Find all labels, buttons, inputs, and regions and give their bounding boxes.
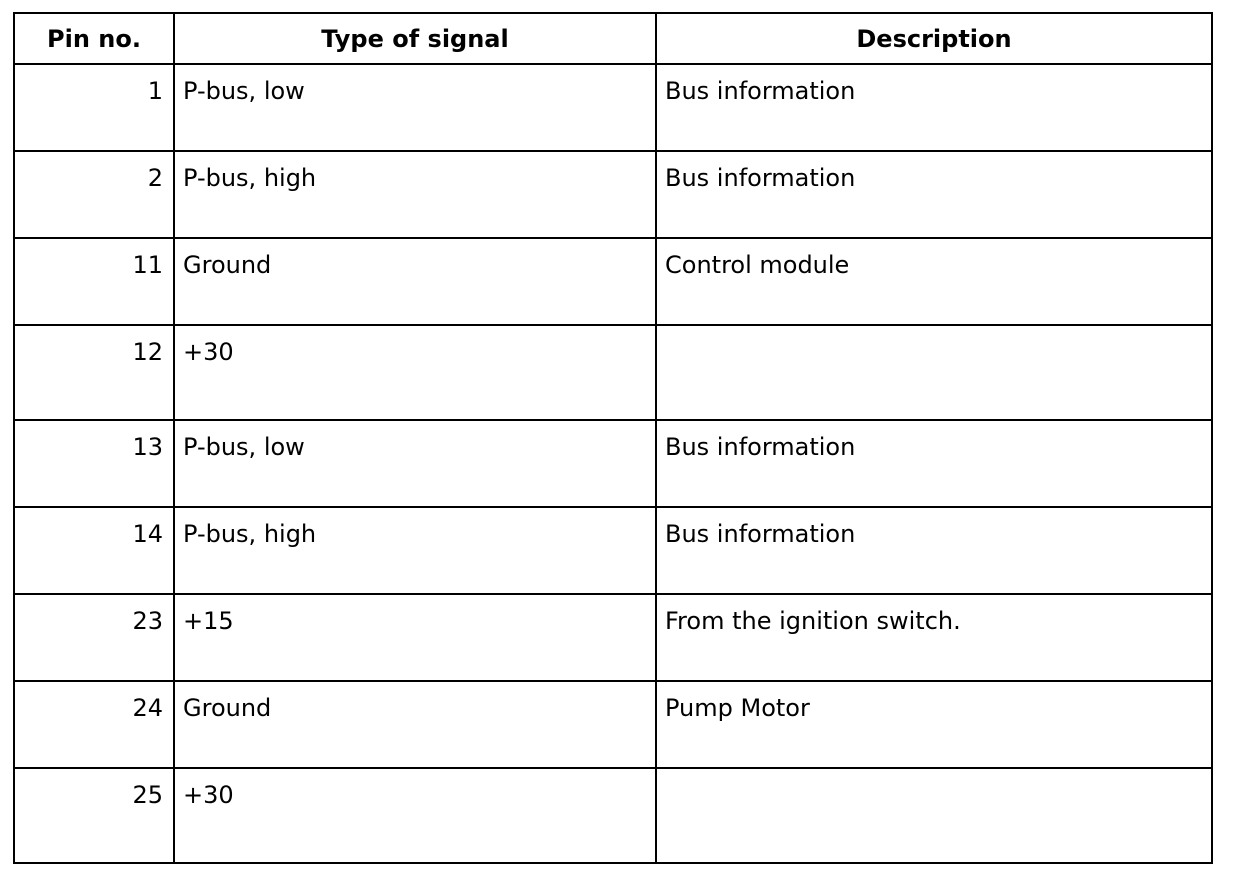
description-cell: Pump Motor: [656, 681, 1212, 768]
table-row: [14, 64, 1212, 151]
pin-assignment-table: [13, 12, 1213, 864]
signal-type-cell: Ground: [174, 238, 656, 325]
pin-number-cell: 11: [14, 238, 174, 325]
table-row: [14, 507, 1212, 594]
description-cell: Control module: [656, 238, 1212, 325]
signal-type-cell: +15: [174, 594, 656, 681]
table-row: [14, 238, 1212, 325]
header-description: Description: [656, 13, 1212, 64]
description-cell: Bus information: [656, 420, 1212, 507]
pin-number-cell: 1: [14, 64, 174, 151]
table-row: [14, 420, 1212, 507]
description-cell: [656, 325, 1212, 420]
pin-number-cell: 13: [14, 420, 174, 507]
table-row: [14, 681, 1212, 768]
pin-number-cell: 25: [14, 768, 174, 863]
signal-type-cell: P-bus, low: [174, 420, 656, 507]
signal-type-cell: P-bus, high: [174, 507, 656, 594]
table-row: [14, 325, 1212, 420]
table-body: [14, 64, 1212, 863]
description-cell: [656, 768, 1212, 863]
pin-number-cell: 12: [14, 325, 174, 420]
table-row: [14, 594, 1212, 681]
signal-type-cell: Ground: [174, 681, 656, 768]
signal-type-cell: +30: [174, 768, 656, 863]
signal-type-cell: P-bus, low: [174, 64, 656, 151]
header-pin-no: Pin no.: [14, 13, 174, 64]
description-cell: Bus information: [656, 64, 1212, 151]
signal-type-cell: P-bus, high: [174, 151, 656, 238]
signal-type-cell: +30: [174, 325, 656, 420]
header-type-of-signal: Type of signal: [174, 13, 656, 64]
pin-number-cell: 23: [14, 594, 174, 681]
table-row: [14, 151, 1212, 238]
pin-number-cell: 2: [14, 151, 174, 238]
table-row: [14, 768, 1212, 863]
pin-number-cell: 24: [14, 681, 174, 768]
header-row: [14, 13, 1212, 64]
pin-number-cell: 14: [14, 507, 174, 594]
description-cell: From the ignition switch.: [656, 594, 1212, 681]
table-header: [14, 13, 1212, 64]
description-cell: Bus information: [656, 151, 1212, 238]
description-cell: Bus information: [656, 507, 1212, 594]
